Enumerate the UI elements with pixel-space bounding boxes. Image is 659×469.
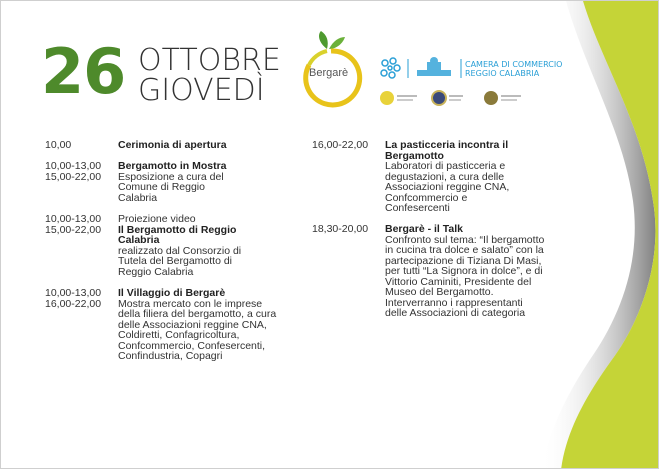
city-logo-icon <box>432 91 446 105</box>
time: 10,00 <box>45 139 72 151</box>
event-description: Esposizione a cura del Comune di Reggio Calabria <box>118 170 224 204</box>
event-title: Bergamotto in Mostra <box>118 160 227 172</box>
event-description: Confronto sul tema: “Il bergamotto in cucina tra dolce e salato” con la partecipazione di Tiziana Di Masi, per tutti “La Signora in dolce”, e di Vittorio Caminiti, Presidente del Museo del Bergamotto. Interverranno i rappresentanti delle Associazioni di categoria <box>385 233 545 319</box>
event-title: Il Villaggio di Bergarè <box>118 287 226 299</box>
time: 15,00-22,00 <box>45 223 102 236</box>
time: 10,00-13,00 <box>45 287 102 299</box>
event-title: Cerimonia di apertura <box>118 139 227 151</box>
time: 16,00-22,00 <box>45 297 102 310</box>
time: 16,00-22,00 <box>312 139 369 151</box>
event-description: Laboratori di pasticceria e degustazioni, a cura delle Associazioni reggine CNA, Confcommercio e Confesercenti <box>385 160 510 214</box>
chamber-emblem-icon <box>381 58 400 78</box>
institution-name: CAMERA DI COMMERCIO REGGIO CALABRIA <box>465 60 563 78</box>
time: 10,00-13,00 <box>45 160 102 172</box>
weekday-label: GIOVEDÌ <box>138 73 265 108</box>
event-description: Mostra mercato con le imprese della filiera del bergamotto, a cura delle Associazioni reggine CNA, Coldiretti, Confagricoltura, Confcommercio, Confesercenti, Confindustria, Copagri <box>118 297 277 362</box>
sponsor-logos <box>378 89 528 107</box>
metro-city-logo-icon <box>484 91 498 105</box>
event-title: Il Bergamotto di Reggio Calabria <box>118 223 237 246</box>
event-pre: Proiezione video <box>118 213 196 225</box>
month-label: OTTOBRE <box>138 43 281 78</box>
event-title: La pasticceria incontra il Bergamotto <box>385 139 509 162</box>
building-emblem-icon <box>417 57 451 76</box>
event-description: realizzato dal Consorzio di Tutela del Bergamotto di Reggio Calabria <box>118 244 242 278</box>
time: 10,00-13,00 <box>45 213 102 225</box>
day-number: 26 <box>41 35 126 108</box>
consorzio-logo-icon <box>380 91 394 105</box>
partner-logos <box>377 56 465 82</box>
date-label <box>138 43 281 108</box>
time: 18,30-20,00 <box>312 223 369 235</box>
logo-text: Bergarè <box>309 67 349 79</box>
event-title: Bergarè - il Talk <box>385 223 464 235</box>
time: 15,00-22,00 <box>45 170 102 183</box>
